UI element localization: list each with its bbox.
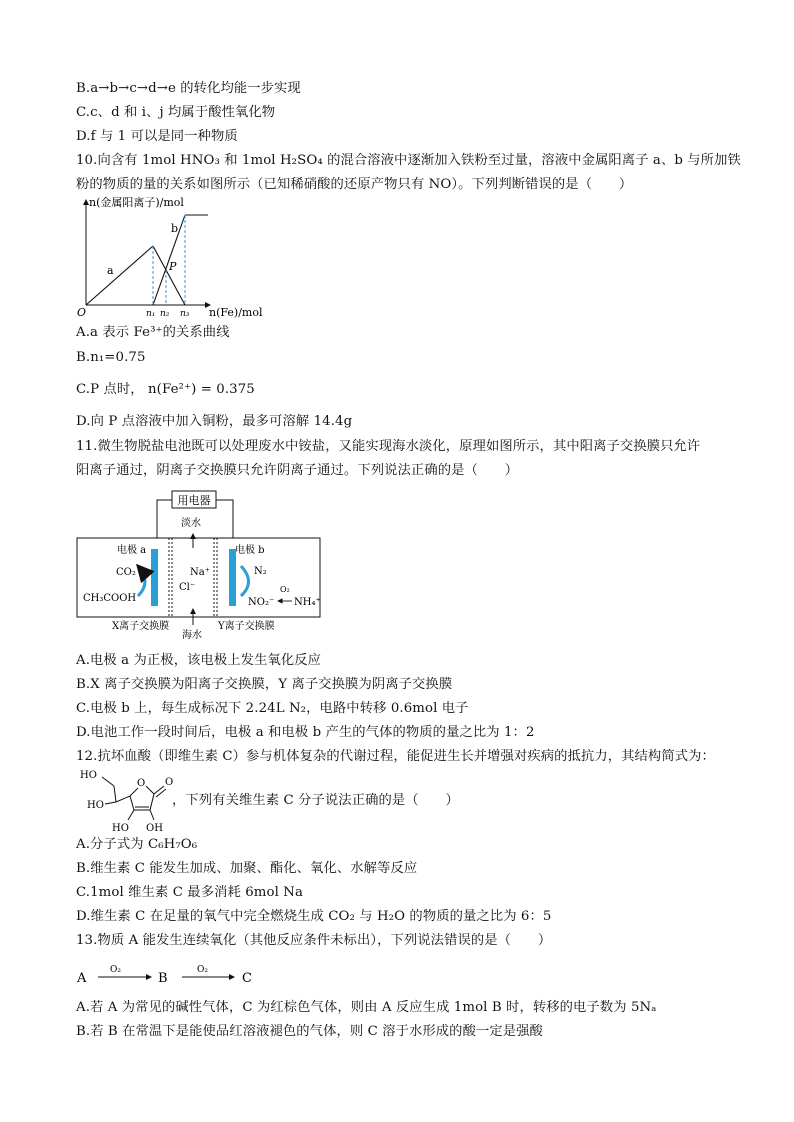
tick-n3: n₃: [180, 309, 190, 319]
q11-stem-line2: 阳离子通过，阴离子交换膜只允许阴离子通过。下列说法正确的是（ ）: [76, 463, 519, 478]
bond: [150, 794, 154, 810]
struct-o-carbonyl: O: [165, 777, 174, 788]
bond: [146, 786, 154, 794]
scheme-o2-first: O₂: [110, 965, 121, 975]
curve-a-label: a: [107, 264, 114, 277]
species-nh4: NH₄⁺: [294, 597, 321, 608]
struct-ho-left: HO: [87, 800, 104, 811]
electrode-b-label: 电极 b: [235, 545, 265, 556]
species-co2: CO₂: [116, 567, 136, 578]
q9-option-b: B.a→b→c→d→e 的转化均能一步实现: [76, 81, 301, 96]
q11-option-b: B.X 离子交换膜为阳离子交换膜，Y 离子交换膜为阴离子交换膜: [76, 677, 453, 692]
bond: [130, 788, 138, 796]
q13-stem: 13.物质 A 能发生连续氧化（其他反应条件未标出），下列说法错误的是（ ）: [76, 933, 552, 948]
origin-label: O: [77, 306, 87, 319]
bond: [105, 802, 116, 804]
scheme-b: B: [158, 971, 168, 986]
q11-option-d: D.电池工作一段时间后，电极 a 和电极 b 产生的气体的物质的量之比为 1：2: [76, 725, 535, 740]
q11-option-c: C.电极 b 上，每生成标况下 2.24L N₂，电路中转移 0.6mol 电子: [76, 701, 469, 716]
curve-a-rise: [86, 246, 153, 305]
bond: [130, 796, 134, 810]
tick-n1: n₁: [146, 309, 156, 319]
wire-left: [157, 500, 172, 540]
point-p-label: P: [169, 260, 177, 273]
bond: [154, 786, 164, 794]
vitamin-c-structure: [76, 764, 180, 836]
q12-option-c: C.1mol 维生素 C 最多消耗 6mol Na: [76, 885, 304, 900]
curve-b-label: b: [171, 222, 179, 235]
electrode-b-plate: [229, 549, 236, 606]
bond: [128, 810, 134, 820]
q13-oxidation-scheme: [76, 960, 276, 988]
bond: [114, 786, 116, 802]
q10-stem-line2: 粉的物质的量的关系如图所示（已知稀硝酸的还原产物只有 NO）。下列判断错误的是（ ）: [76, 177, 633, 192]
q11-stem-line1: 11.微生物脱盐电池既可以处理废水中铵盐，又能实现海水淡化，原理如图所示，其中阳离子交换膜只允许: [76, 439, 701, 454]
q10-option-b: B.n₁=0.75: [76, 350, 146, 365]
double-bond: [156, 789, 166, 797]
q9-option-c: C.c、d 和 i、j 均属于酸性氧化物: [76, 105, 276, 120]
bond: [150, 810, 154, 820]
tick-n2: n₂: [160, 309, 170, 319]
y-membrane-label: Y离子交换膜: [218, 621, 275, 632]
struct-oh-bottom: OH: [146, 823, 163, 834]
q10-option-d: D.向 P 点溶液中加入铜粉，最多可溶解 14.4g: [76, 414, 353, 429]
q10-graph: [74, 194, 274, 322]
q9-option-d: D.f 与 1 可以是同一种物质: [76, 129, 238, 144]
scheme-c: C: [242, 971, 252, 986]
species-no2: NO₂⁻: [248, 597, 275, 608]
q12-stem-line2: ，下列有关维生素 C 分子说法正确的是（ ）: [172, 793, 459, 808]
q12-option-b: B.维生素 C 能发生加成、加聚、酯化、氧化、水解等反应: [76, 861, 418, 876]
bond: [102, 777, 114, 786]
q10-stem-line1: 10.向含有 1mol HNO₃ 和 1mol H₂SO₄ 的混合溶液中逐渐加入铁粉至过量，溶液中金属阳离子 a、b 与所加铁: [76, 153, 741, 168]
species-n2: N₂: [254, 566, 267, 577]
ion-cl: Cl⁻: [179, 582, 196, 593]
struct-ho-bottom: HO: [112, 823, 129, 834]
electrode-a-label: 电极 a: [117, 545, 147, 556]
sea-water-label: 海水: [182, 630, 202, 640]
species-acetic-acid: CH₃COOH: [83, 593, 137, 604]
scheme-a: A: [77, 971, 87, 986]
q13-option-b: B.若 B 在常温下是能使品红溶液褪色的气体，则 C 溶于水形成的酸一定是强酸: [76, 1024, 543, 1039]
species-o2: O₂: [280, 585, 290, 594]
struct-o-ring: O: [137, 778, 146, 789]
q11-option-a: A.电极 a 为正极，该电极上发生氧化反应: [76, 653, 322, 668]
fresh-water-label: 淡水: [181, 518, 201, 529]
struct-ho-top: HO: [80, 770, 97, 781]
scheme-o2-second: O₂: [197, 965, 208, 975]
x-axis-label: n(Fe)/mol: [209, 306, 263, 319]
q10-option-a: A.a 表示 Fe³⁺的关系曲线: [76, 325, 230, 340]
ion-na: Na⁺: [190, 567, 210, 578]
bond: [116, 796, 130, 802]
q11-battery-diagram: [76, 488, 326, 640]
q10-option-c: C.P 点时， n(Fe²⁺) = 0.375: [76, 382, 255, 397]
device-label: 用电器: [177, 494, 211, 507]
q12-option-a: A.分子式为 C₆H₇O₆: [76, 837, 198, 852]
wire-right: [216, 500, 233, 540]
curve-a-fall: [153, 246, 185, 305]
y-axis-label: n(金属阳离子)/mol: [89, 196, 184, 209]
x-membrane-label: X离子交换膜: [112, 621, 170, 632]
q13-option-a: A.若 A 为常见的碱性气体，C 为红棕色气体，则由 A 反应生成 1mol B 时，转移的电子数为 5Nₐ: [76, 1000, 657, 1015]
electrode-a-plate: [151, 549, 158, 606]
q12-option-d: D.维生素 C 在足量的氧气中完全燃烧生成 CO₂ 与 H₂O 的物质的量之比为 6：5: [76, 909, 552, 924]
q12-stem-line1: 12.抗坏血酸（即维生素 C）参与机体复杂的代谢过程，能促进生长并增强对疾病的抵抗力，其结构简式为：: [76, 749, 715, 764]
